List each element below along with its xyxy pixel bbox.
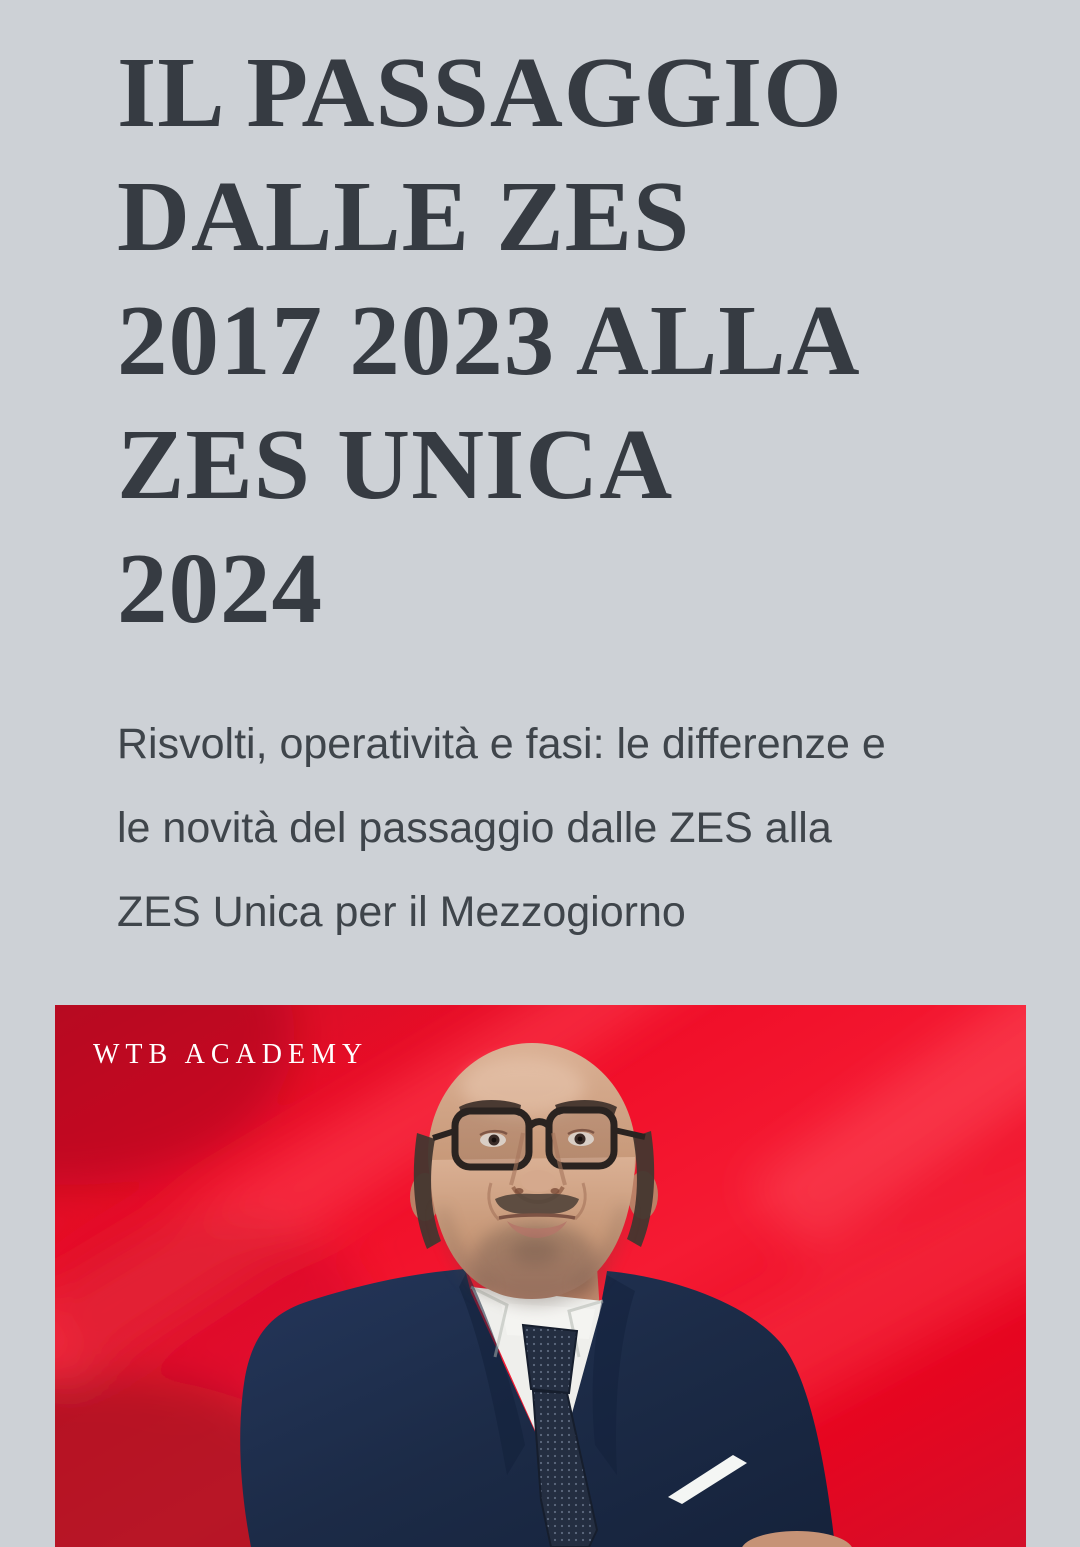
hero-image <box>55 1005 1026 1547</box>
title-line: DALLE ZES <box>117 160 691 272</box>
title-line: 2024 <box>117 532 323 644</box>
tie-knot <box>523 1325 577 1393</box>
article-subtitle <box>117 702 1017 954</box>
title-line: 2017 2023 ALLA <box>117 284 861 396</box>
page-title <box>117 30 1037 650</box>
title-line: IL PASSAGGIO <box>117 36 843 148</box>
hero-illustration <box>55 1005 1026 1547</box>
subtitle-line: le novità del passaggio dalle ZES alla <box>117 804 832 852</box>
subtitle-line: ZES Unica per il Mezzogiorno <box>117 888 686 936</box>
title-line: ZES UNICA <box>117 408 674 520</box>
subtitle-line: Risvolti, operatività e fasi: le differenze e <box>117 720 886 768</box>
watermark-text: WTB ACADEMY <box>93 1039 369 1070</box>
